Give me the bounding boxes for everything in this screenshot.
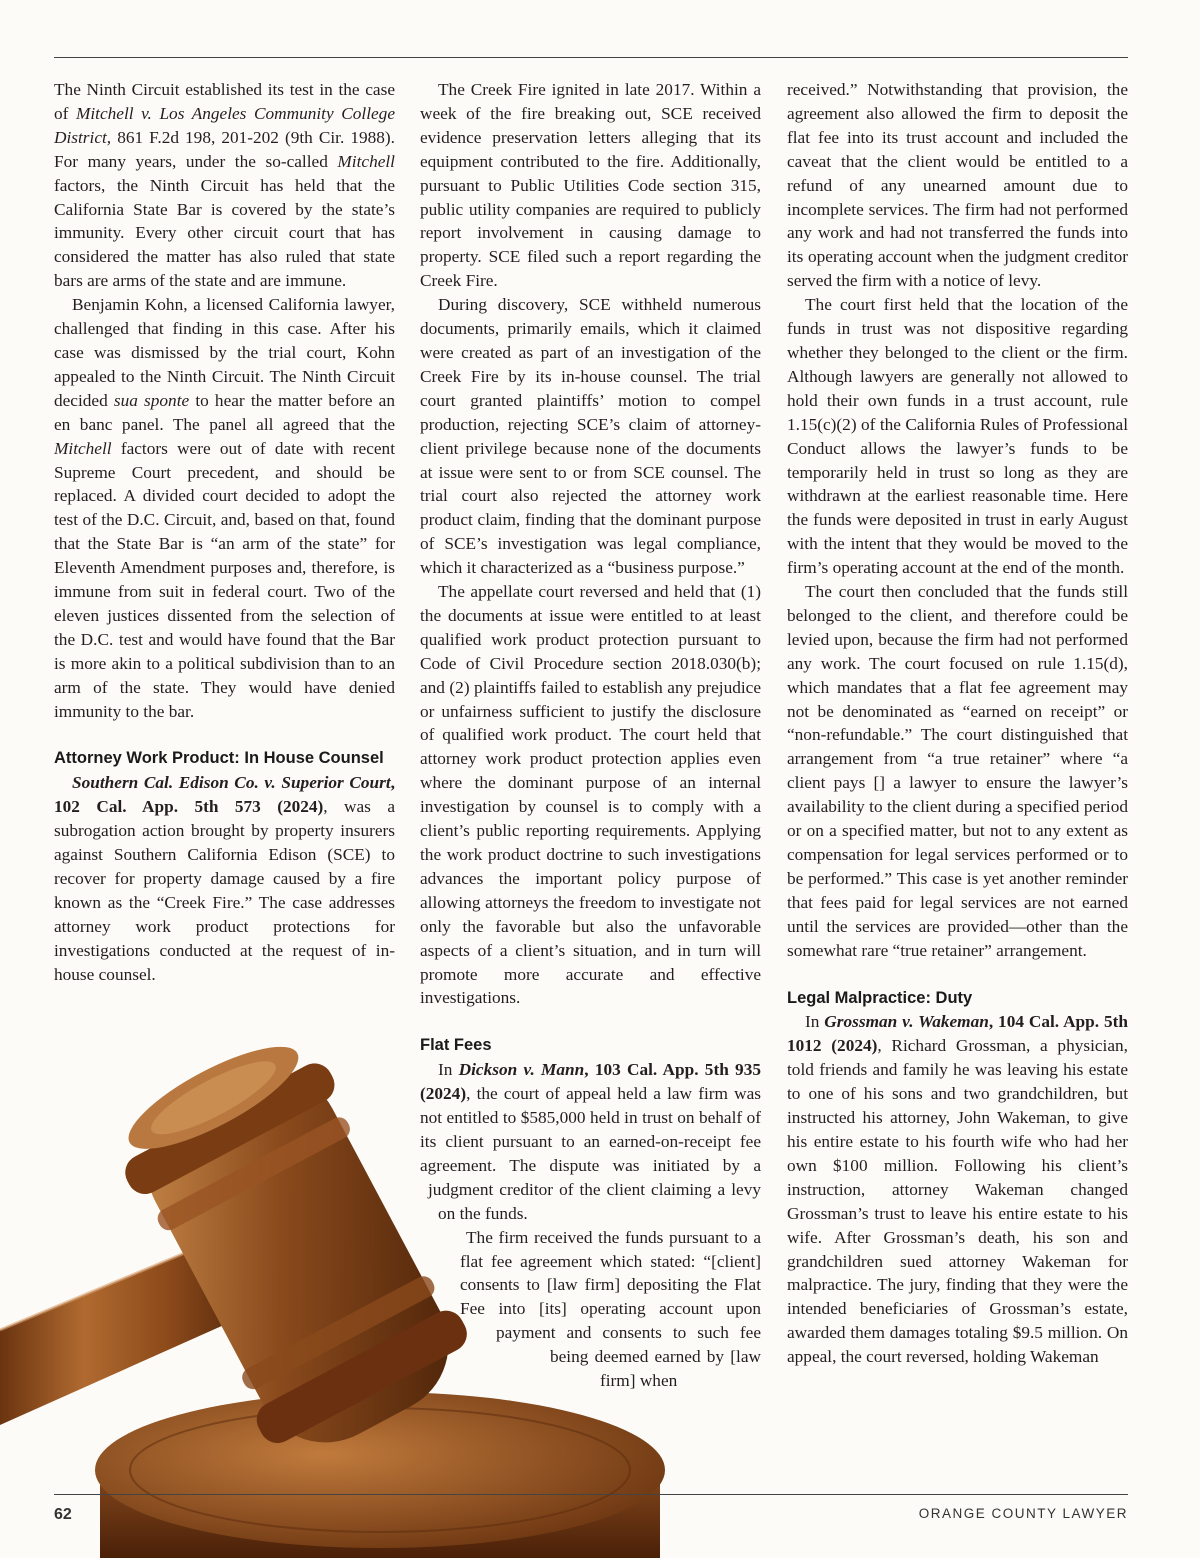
section-heading: Flat Fees bbox=[420, 1036, 492, 1055]
section-heading: Legal Malpractice: Duty bbox=[787, 988, 973, 1007]
wrap-spacer bbox=[420, 1488, 700, 1512]
paragraph: The Ninth Circuit established its test in the case of Mitchell v. Los Angeles Community College District, 861 F.2d 198, 201-202 (9th Cir. 1988). For many years, under the so-called Mitchell factors, the Ninth Circuit has held that the California State Bar is covered by the state’s immunity. Every other circuit court that has considered the matter has also ruled that state bars are arms of the state and are immune. bbox=[54, 80, 395, 291]
paragraph: The court first held that the location of the funds in trust was not dispositive regarding whether they belonged to the client or the firm. Although lawyers are generally not allowed to hold their own funds in a trust account, rule 1.15(c)(2) of the California Rules of Professional Conduct allows the lawyer’s funds to be temporarily held in trust so long as they are withdrawn at the earliest reasonable time. Here the funds were deposited in trust in early August with the intent that they would be moved to the firm’s operating account at the end of the month. bbox=[787, 295, 1128, 578]
paragraph: The Creek Fire ignited in late 2017. Within a week of the fire breaking out, SCE received evidence preservation letters alleging that its equipment contributed to the fire. Additionally, pursuant to Public Utilities Code section 315, public utility companies are required to publicly report involvement in causing damage to property. SCE filed such a report regarding the Creek Fire. bbox=[420, 80, 761, 291]
publication-name: ORANGE COUNTY LAWYER bbox=[918, 1506, 1128, 1521]
wrap-spacer bbox=[420, 1464, 670, 1488]
paragraph: Benjamin Kohn, a licensed California lawyer, challenged that finding in this case. After his case was dismissed by the trial court, Kohn appealed to the Ninth Circuit. The Ninth Circuit decided sua sponte to hear the matter before an en banc panel. The panel all agreed that the Mitchell factors were out of date with recent Supreme Court precedent, and should be replaced. A divided court decided to adopt the test of the D.C. Circuit, and, based on that, found that the State Bar is “an arm of the state” for Eleventh Amendment purposes and, therefore, is immune from suit in federal court. Two of the eleven justices dissented from the selection of the D.C. test and would have found that the Bar is more akin to a political subdivision than to an arm of the state. They would have denied immunity to the bar. bbox=[54, 295, 395, 721]
paragraph: The firm received the funds pursuant to a flat fee agreement which stated: “[client] consents to [law firm] depositing the Flat Fee into [its] operating account upon payment and consents to such fee being deemed earned by [law firm] when bbox=[460, 1227, 761, 1391]
top-rule bbox=[54, 57, 1128, 58]
paragraph: The court then concluded that the funds still belonged to the client, and therefore could be levied upon, because the firm had not performed any work. The court focused on rule 1.15(d), which mandates that a flat fee agreement may not be denominated as “earned on receipt” or “non-refundable.” The court distinguished that arrangement from “a true retainer” where “a client pays [] a lawyer to ensure the lawyer’s availability to the client during a specified period or on a specified matter, but not to any extent as compensation for legal services performed or to be performed.” This case is yet another reminder that fees paid for legal services are not earned until the services are provided—other than the somewhat rare “true retainer” arrangement. bbox=[787, 582, 1128, 960]
page-number: 62 bbox=[54, 1506, 72, 1523]
paragraph: Southern Cal. Edison Co. v. Superior Court, 102 Cal. App. 5th 573 (2024), was a subrogation action brought by property insurers against Southern California Edison (SCE) to recover for property damage caused by a fire known as the “Creek Fire.” The case addresses attorney work product protections for investigations conducted at the request of in-house counsel. bbox=[54, 773, 395, 984]
paragraph: The appellate court reversed and held that (1) the documents at issue were entitled to at least qualified work product protection pursuant to Code of Civil Procedure section 2018.030(b); and (2) plaintiffs failed to establish any prejudice or unfairness sufficient to justify the disclosure of qualified work product. The court held that attorney work product protection applies even where the dominant purpose of an internal investigation by counsel is to comply with a client’s public reporting requirements. Applying the work product doctrine to such investigations advances the important policy purpose of allowing attorneys the freedom to investigate not only the favorable but also the unfavorable aspects of a client’s situation, and in turn will promote more accurate and effective investigations. bbox=[420, 582, 761, 1008]
wrap-spacer bbox=[420, 1417, 630, 1441]
column-2 bbox=[420, 78, 761, 1512]
wrap-spacer bbox=[420, 1393, 600, 1417]
wrap-spacer bbox=[420, 1441, 636, 1465]
paragraph: In Dickson v. Mann, 103 Cal. App. 5th 935 (2024), the court of appeal held a law firm was not entitled to $585,000 held in trust on behalf of its client pursuant to an earned-on-receipt fee agreement. The dispute was initiated by a judgment creditor of the client claiming a levy on the funds. bbox=[420, 1060, 761, 1223]
paragraph: received.” Notwithstanding that provision, the agreement also allowed the firm to deposit the flat fee into its trust account and included the caveat that the client would be entitled to a refund of any unearned amount due to incomplete services. The firm had not performed any work and had not transferred the funds into its operating account when the judgment creditor served the firm with a notice of levy. bbox=[787, 80, 1128, 291]
column-1 bbox=[54, 78, 395, 987]
section-heading: Attorney Work Product: In House Counsel bbox=[54, 749, 384, 768]
paragraph: In Grossman v. Wakeman, 104 Cal. App. 5th 1012 (2024), Richard Grossman, a physician, told friends and family he was leaving his estate to one of his sons and two grandchildren, but instructed his attorney, John Wakeman, to give his entire estate to his fourth wife who had her own $100 million. Following his client’s instruction, attorney Wakeman changed Grossman’s trust to leave his entire estate to his wife. After Grossman’s death, his son and grandchildren sued attorney Wakeman for malpractice. The jury, finding that they were the intended beneficiaries of Grossman’s estate, awarded them damages totaling $9.5 million. On appeal, the court reversed, holding Wakeman bbox=[787, 1012, 1128, 1367]
paragraph: During discovery, SCE withheld numerous documents, primarily emails, which it claimed were created as part of an investigation of the Creek Fire by its in-house counsel. The trial court granted plaintiffs’ motion to compel production, rejecting SCE’s claim of attorney-client privilege because none of the documents at issue were sent to or from SCE counsel. The trial court also rejected the attorney work product claim, finding that the dominant purpose of SCE’s investigation was legal compliance, which it characterized as a “business purpose.” bbox=[420, 295, 761, 578]
column-3 bbox=[787, 78, 1128, 1369]
